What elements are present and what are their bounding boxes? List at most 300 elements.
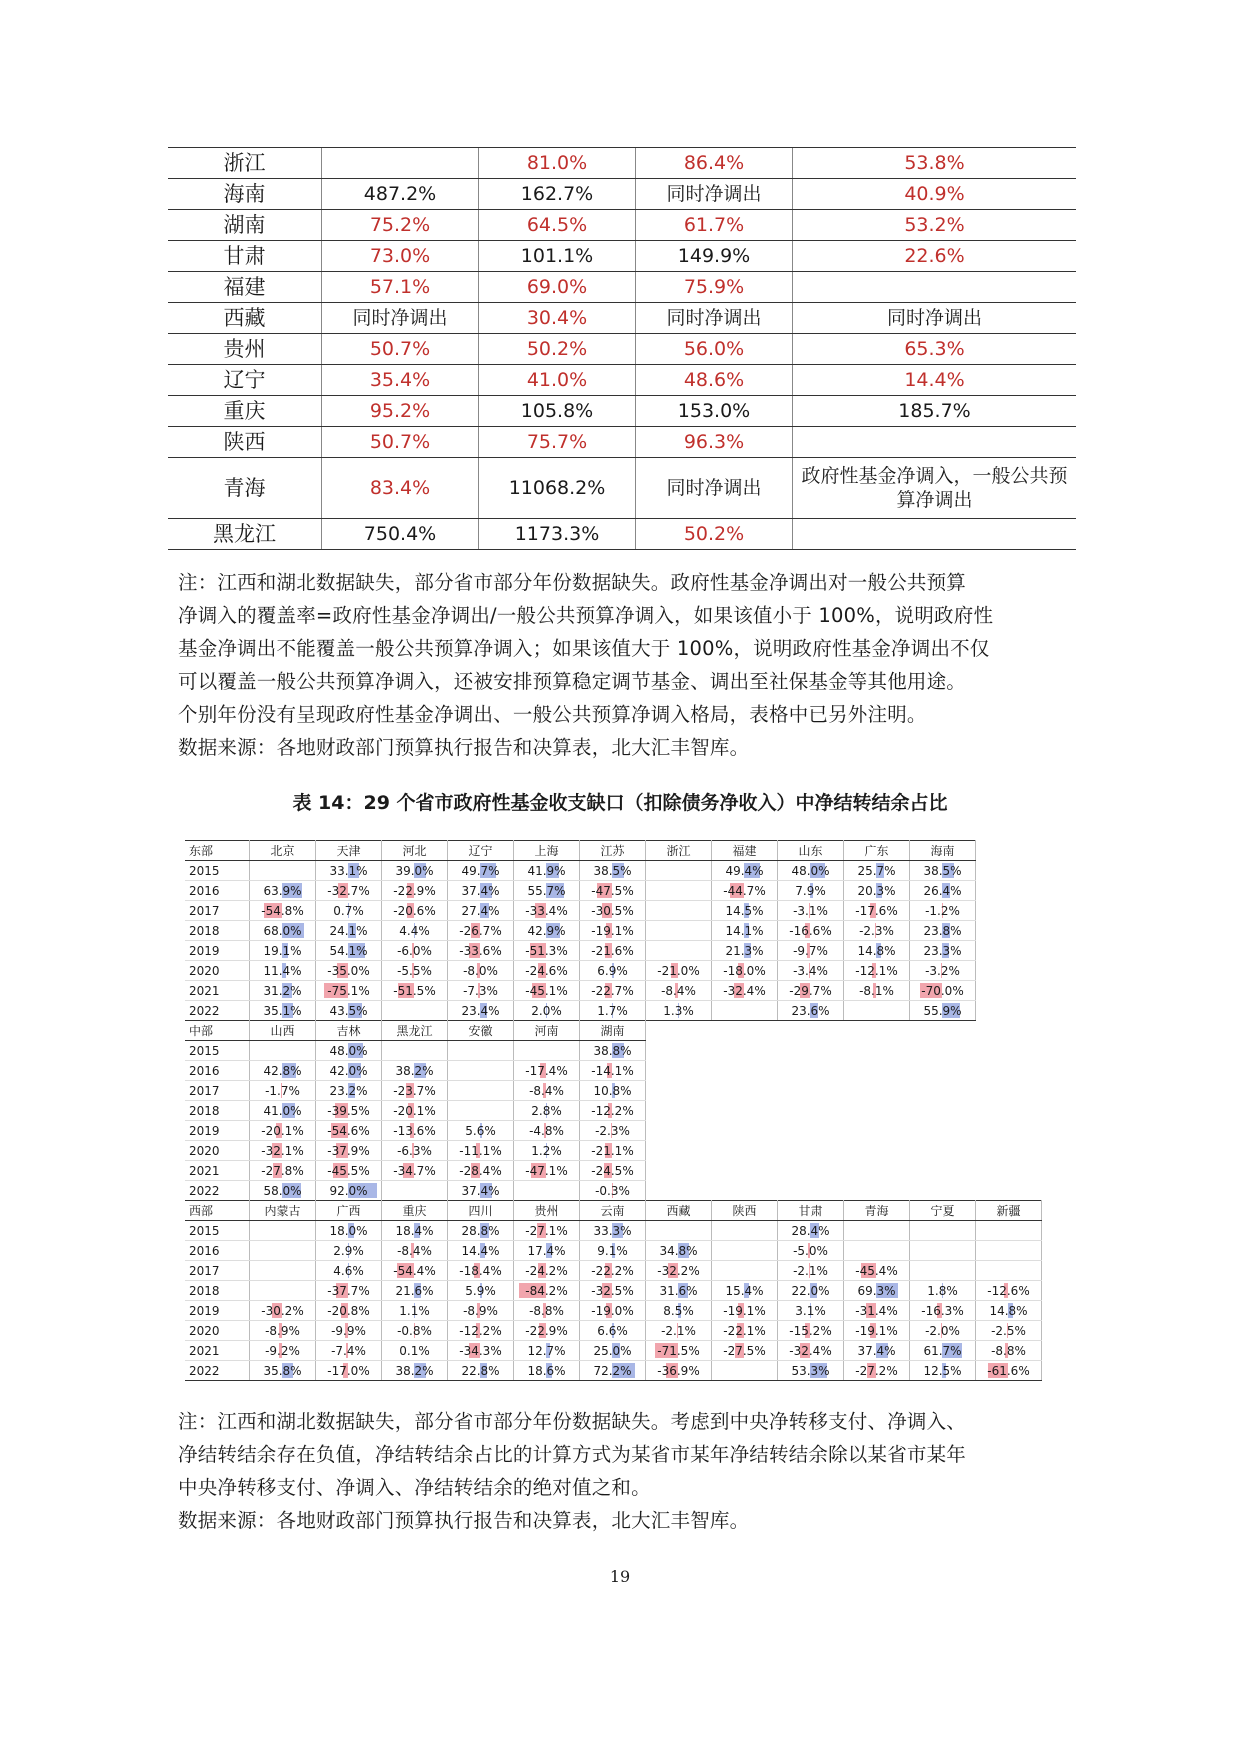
heat-cell bbox=[382, 921, 448, 941]
heat-cell bbox=[250, 1361, 316, 1381]
coverage-cell bbox=[793, 272, 1077, 303]
year-label: 2020 bbox=[185, 1141, 250, 1161]
heat-value: 37.4% bbox=[857, 1343, 896, 1358]
heat-value: 23.3% bbox=[923, 943, 962, 958]
heat-cell bbox=[712, 1341, 778, 1361]
heat-value: -45.4% bbox=[855, 1263, 898, 1278]
heat-value: -19.0% bbox=[591, 1303, 634, 1318]
heat-value: -12.2% bbox=[591, 1103, 634, 1118]
heat-value: -9.7% bbox=[793, 943, 828, 958]
coverage-cell: 75.9% bbox=[636, 272, 793, 303]
heat-value: 26.4% bbox=[923, 883, 962, 898]
heat-value: -33.4% bbox=[525, 903, 568, 918]
heat-value: 4.6% bbox=[333, 1263, 364, 1278]
heat-cell bbox=[712, 1261, 778, 1281]
note-line: 净结转结余存在负值，净结转结余占比的计算方式为某省市某年净结转结余除以某省市某年 bbox=[178, 1443, 967, 1466]
heat-cell bbox=[514, 901, 580, 921]
coverage-cell: 同时净调出 bbox=[636, 458, 793, 519]
heat-cell bbox=[316, 1161, 382, 1181]
heat-cell bbox=[514, 1041, 580, 1061]
heat-cell bbox=[250, 1161, 316, 1181]
heat-cell bbox=[778, 1321, 844, 1341]
coverage-cell: 86.4% bbox=[636, 148, 793, 179]
heat-value: -9.2% bbox=[265, 1343, 300, 1358]
year-label: 2019 bbox=[185, 941, 250, 961]
heat-cell bbox=[580, 901, 646, 921]
coverage-cell: 30.4% bbox=[479, 303, 636, 334]
region-label: 中部 bbox=[185, 1021, 250, 1041]
heat-value: 23.8% bbox=[923, 923, 962, 938]
heat-value: -3.2% bbox=[925, 963, 960, 978]
heat-value: -32.2% bbox=[657, 1263, 700, 1278]
heat-cell bbox=[250, 1141, 316, 1161]
note-line: 个别年份没有呈现政府性基金净调出、一般公共预算净调入格局，表格中已另外注明。 bbox=[178, 703, 927, 726]
heat-row bbox=[185, 1101, 646, 1121]
heat-row bbox=[185, 1281, 1042, 1301]
heat-value: -20.1% bbox=[261, 1123, 304, 1138]
heat-value: 41.0% bbox=[263, 1103, 302, 1118]
year-label: 2018 bbox=[185, 921, 250, 941]
heat-value: -11.1% bbox=[459, 1143, 502, 1158]
heat-value: 35.1% bbox=[263, 1003, 302, 1018]
heat-value: -8.4% bbox=[661, 983, 696, 998]
heat-cell bbox=[316, 1101, 382, 1121]
heat-cell bbox=[976, 1281, 1042, 1301]
heat-value: -4.8% bbox=[529, 1123, 564, 1138]
province-header: 浙江 bbox=[646, 841, 712, 861]
year-label: 2018 bbox=[185, 1101, 250, 1121]
heat-value: 48.0% bbox=[791, 863, 830, 878]
heat-cell bbox=[646, 1281, 712, 1301]
heat-row bbox=[185, 1181, 646, 1201]
year-label: 2021 bbox=[185, 1161, 250, 1181]
coverage-row bbox=[168, 519, 1076, 550]
heat-cell bbox=[448, 1081, 514, 1101]
province-header: 广西 bbox=[316, 1201, 382, 1221]
heat-cell bbox=[910, 1321, 976, 1341]
heat-cell bbox=[382, 1081, 448, 1101]
heat-value: 19.1% bbox=[263, 943, 302, 958]
heat-cell bbox=[382, 1041, 448, 1061]
heat-cell bbox=[580, 1101, 646, 1121]
province-header: 北京 bbox=[250, 841, 316, 861]
heat-cell bbox=[448, 1341, 514, 1361]
coverage-cell: 487.2% bbox=[322, 179, 479, 210]
heat-value: -8.9% bbox=[463, 1303, 498, 1318]
heat-table-east bbox=[185, 840, 976, 1021]
heat-cell bbox=[712, 981, 778, 1001]
heat-cell bbox=[316, 1221, 382, 1241]
heat-value: -84.2% bbox=[525, 1283, 568, 1298]
coverage-cell: 61.7% bbox=[636, 210, 793, 241]
heat-cell bbox=[580, 1081, 646, 1101]
province-header: 上海 bbox=[514, 841, 580, 861]
heat-cell bbox=[844, 921, 910, 941]
heat-value: -32.5% bbox=[591, 1283, 634, 1298]
coverage-cell bbox=[322, 148, 479, 179]
heat-cell bbox=[580, 1321, 646, 1341]
heat-cell bbox=[778, 1261, 844, 1281]
heat-value: 14.8% bbox=[989, 1303, 1028, 1318]
heat-value: -17.4% bbox=[525, 1063, 568, 1078]
heat-cell bbox=[250, 921, 316, 941]
heat-value: 22.8% bbox=[461, 1363, 500, 1378]
heat-cell bbox=[646, 941, 712, 961]
heat-cell bbox=[316, 1261, 382, 1281]
heat-value: -35.0% bbox=[327, 963, 370, 978]
coverage-row bbox=[168, 272, 1076, 303]
heat-cell bbox=[382, 881, 448, 901]
heat-row bbox=[185, 961, 976, 981]
province-header: 四川 bbox=[448, 1201, 514, 1221]
heat-cell bbox=[844, 861, 910, 881]
heat-row bbox=[185, 1141, 646, 1161]
heat-value: -2.1% bbox=[793, 1263, 828, 1278]
heat-cell bbox=[646, 1001, 712, 1021]
coverage-cell: 750.4% bbox=[322, 519, 479, 550]
region-label: 西部 bbox=[185, 1201, 250, 1221]
heat-table-central bbox=[185, 1020, 646, 1201]
coverage-cell: 56.0% bbox=[636, 334, 793, 365]
heat-value: 2.0% bbox=[531, 1003, 562, 1018]
heat-value: -8.4% bbox=[397, 1243, 432, 1258]
province-header: 福建 bbox=[712, 841, 778, 861]
heat-cell bbox=[646, 1261, 712, 1281]
province-label: 西藏 bbox=[168, 303, 322, 334]
heat-cell bbox=[778, 941, 844, 961]
heat-value: 49.7% bbox=[461, 863, 500, 878]
heat-cell bbox=[976, 1241, 1042, 1261]
heat-value: 41.9% bbox=[527, 863, 566, 878]
province-header: 云南 bbox=[580, 1201, 646, 1221]
coverage-cell: 53.2% bbox=[793, 210, 1077, 241]
heat-value: 42.9% bbox=[527, 923, 566, 938]
heat-value: -20.8% bbox=[327, 1303, 370, 1318]
heat-row bbox=[185, 1361, 1042, 1381]
province-header: 天津 bbox=[316, 841, 382, 861]
heat-value: -54.8% bbox=[261, 903, 304, 918]
heat-cell bbox=[910, 1261, 976, 1281]
coverage-cell: 153.0% bbox=[636, 396, 793, 427]
heat-cell bbox=[778, 1001, 844, 1021]
heat-cell bbox=[316, 981, 382, 1001]
heat-value: 18.0% bbox=[329, 1223, 368, 1238]
coverage-cell: 同时净调出 bbox=[636, 303, 793, 334]
coverage-cell: 57.1% bbox=[322, 272, 479, 303]
coverage-row bbox=[168, 334, 1076, 365]
heat-value: -18.0% bbox=[723, 963, 766, 978]
heat-value: 38.5% bbox=[593, 863, 632, 878]
coverage-cell: 政府性基金净调入，一般公共预算净调出 bbox=[793, 458, 1077, 519]
heat-value: 43.5% bbox=[329, 1003, 368, 1018]
heat-cell bbox=[316, 861, 382, 881]
heat-value: -16.3% bbox=[921, 1303, 964, 1318]
province-label: 辽宁 bbox=[168, 365, 322, 396]
heat-cell bbox=[646, 1341, 712, 1361]
province-header: 吉林 bbox=[316, 1021, 382, 1041]
heat-value: 31.6% bbox=[659, 1283, 698, 1298]
province-header: 江苏 bbox=[580, 841, 646, 861]
province-header: 安徽 bbox=[448, 1021, 514, 1041]
heat-value: -19.1% bbox=[591, 923, 634, 938]
heat-cell bbox=[382, 1161, 448, 1181]
heat-value: -37.9% bbox=[327, 1143, 370, 1158]
heat-cell bbox=[448, 1041, 514, 1061]
heat-cell bbox=[910, 881, 976, 901]
province-header: 内蒙古 bbox=[250, 1201, 316, 1221]
heat-cell bbox=[448, 1261, 514, 1281]
note-line: 注：江西和湖北数据缺失，部分省市部分年份数据缺失。政府性基金净调出对一般公共预算 bbox=[178, 571, 967, 594]
heat-cell bbox=[514, 1281, 580, 1301]
coverage-cell: 81.0% bbox=[479, 148, 636, 179]
heat-value: -34.7% bbox=[393, 1163, 436, 1178]
heat-value: -2.3% bbox=[859, 923, 894, 938]
region-label: 东部 bbox=[185, 841, 250, 861]
heat-cell bbox=[514, 1081, 580, 1101]
province-header: 重庆 bbox=[382, 1201, 448, 1221]
heat-value: 35.8% bbox=[263, 1363, 302, 1378]
heat-value: 6.6% bbox=[597, 1323, 628, 1338]
province-label: 贵州 bbox=[168, 334, 322, 365]
heat-value: 1.3% bbox=[663, 1003, 694, 1018]
note-1 bbox=[178, 566, 1068, 764]
heat-value: 92.0% bbox=[329, 1183, 368, 1198]
heat-cell bbox=[712, 1221, 778, 1241]
heat-cell bbox=[910, 1341, 976, 1361]
heat-cell bbox=[250, 961, 316, 981]
heat-value: 21.6% bbox=[395, 1283, 434, 1298]
province-label: 浙江 bbox=[168, 148, 322, 179]
heat-value: 63.9% bbox=[263, 883, 302, 898]
heat-cell bbox=[646, 861, 712, 881]
province-header: 辽宁 bbox=[448, 841, 514, 861]
heat-value: -5.0% bbox=[793, 1243, 828, 1258]
heat-value: -6.3% bbox=[397, 1143, 432, 1158]
heat-cell bbox=[448, 981, 514, 1001]
heat-cell bbox=[580, 1261, 646, 1281]
heat-cell bbox=[646, 961, 712, 981]
heat-cell bbox=[580, 1301, 646, 1321]
year-label: 2016 bbox=[185, 1061, 250, 1081]
heat-cell bbox=[514, 1301, 580, 1321]
coverage-cell: 185.7% bbox=[793, 396, 1077, 427]
heat-cell bbox=[910, 901, 976, 921]
province-header: 陕西 bbox=[712, 1201, 778, 1221]
heat-cell bbox=[316, 1341, 382, 1361]
heat-cell bbox=[250, 1281, 316, 1301]
heat-cell bbox=[448, 1101, 514, 1121]
heat-value: 61.7% bbox=[923, 1343, 962, 1358]
heat-cell bbox=[514, 1061, 580, 1081]
heat-value: -1.7% bbox=[265, 1083, 300, 1098]
heat-cell bbox=[580, 1061, 646, 1081]
heat-cell bbox=[514, 1221, 580, 1241]
heat-value: 8.5% bbox=[663, 1303, 694, 1318]
coverage-row bbox=[168, 396, 1076, 427]
heat-cell bbox=[514, 1261, 580, 1281]
heat-cell bbox=[514, 921, 580, 941]
coverage-cell: 50.2% bbox=[479, 334, 636, 365]
heat-value: -9.9% bbox=[331, 1323, 366, 1338]
heat-row bbox=[185, 981, 976, 1001]
heat-cell bbox=[250, 1221, 316, 1241]
coverage-cell: 96.3% bbox=[636, 427, 793, 458]
heat-cell bbox=[316, 1361, 382, 1381]
heat-value: 55.7% bbox=[527, 883, 566, 898]
heat-value: -54.4% bbox=[393, 1263, 436, 1278]
heat-value: -27.8% bbox=[261, 1163, 304, 1178]
heat-value: -32.7% bbox=[327, 883, 370, 898]
heat-cell bbox=[250, 1341, 316, 1361]
heat-cell bbox=[448, 1361, 514, 1381]
province-header: 宁夏 bbox=[910, 1201, 976, 1221]
year-label: 2016 bbox=[185, 881, 250, 901]
heat-cell bbox=[514, 1001, 580, 1021]
heat-cell bbox=[514, 1361, 580, 1381]
heat-cell bbox=[976, 1341, 1042, 1361]
coverage-cell: 41.0% bbox=[479, 365, 636, 396]
province-header: 新疆 bbox=[976, 1201, 1042, 1221]
heat-cell bbox=[910, 1241, 976, 1261]
heat-value: -7.3% bbox=[463, 983, 498, 998]
heat-value: -23.7% bbox=[393, 1083, 436, 1098]
province-label: 福建 bbox=[168, 272, 322, 303]
heat-value: -24.6% bbox=[525, 963, 568, 978]
note-line: 中央净转移支付、净调入、净结转结余的绝对值之和。 bbox=[178, 1476, 651, 1499]
heat-cell bbox=[712, 1281, 778, 1301]
heat-value: -22.9% bbox=[393, 883, 436, 898]
heat-value: 6.9% bbox=[597, 963, 628, 978]
year-label: 2015 bbox=[185, 861, 250, 881]
heat-cell bbox=[250, 1061, 316, 1081]
heat-cell bbox=[712, 1301, 778, 1321]
heat-value: 49.4% bbox=[725, 863, 764, 878]
note-line: 净调入的覆盖率=政府性基金净调出/一般公共预算净调入，如果该值小于 100%，说明政府性 bbox=[178, 604, 994, 627]
heat-value: -37.7% bbox=[327, 1283, 370, 1298]
heat-value: -2.0% bbox=[925, 1323, 960, 1338]
heat-cell bbox=[514, 1181, 580, 1201]
heat-row bbox=[185, 1061, 646, 1081]
coverage-cell bbox=[793, 427, 1077, 458]
heat-cell bbox=[844, 881, 910, 901]
heat-row bbox=[185, 901, 976, 921]
heat-cell bbox=[382, 1361, 448, 1381]
coverage-row bbox=[168, 210, 1076, 241]
year-label: 2018 bbox=[185, 1281, 250, 1301]
heat-header-row bbox=[185, 841, 976, 861]
heat-value: 14.8% bbox=[857, 943, 896, 958]
heat-row bbox=[185, 1241, 1042, 1261]
heat-cell bbox=[250, 941, 316, 961]
heat-cell bbox=[382, 1341, 448, 1361]
year-label: 2020 bbox=[185, 1321, 250, 1341]
note-line: 数据来源：各地财政部门预算执行报告和决算表，北大汇丰智库。 bbox=[178, 1509, 750, 1532]
heat-cell bbox=[778, 901, 844, 921]
heat-cell bbox=[448, 1301, 514, 1321]
heat-value: -18.4% bbox=[459, 1263, 502, 1278]
heat-value: -71.5% bbox=[657, 1343, 700, 1358]
heat-table-west bbox=[185, 1200, 1042, 1381]
heat-value: 38.2% bbox=[395, 1363, 434, 1378]
heat-cell bbox=[382, 1281, 448, 1301]
heat-cell bbox=[778, 1341, 844, 1361]
heat-value: 42.0% bbox=[329, 1063, 368, 1078]
heat-value: -8.1% bbox=[859, 983, 894, 998]
heat-cell bbox=[382, 1261, 448, 1281]
heat-value: 68.0% bbox=[263, 923, 302, 938]
coverage-cell: 101.1% bbox=[479, 241, 636, 272]
heat-cell bbox=[250, 981, 316, 1001]
heat-cell bbox=[580, 1001, 646, 1021]
heat-row bbox=[185, 881, 976, 901]
coverage-cell: 162.7% bbox=[479, 179, 636, 210]
heat-row bbox=[185, 1321, 1042, 1341]
province-header: 西藏 bbox=[646, 1201, 712, 1221]
year-label: 2019 bbox=[185, 1121, 250, 1141]
heat-cell bbox=[316, 941, 382, 961]
heat-value: -33.6% bbox=[459, 943, 502, 958]
heat-cell bbox=[514, 1241, 580, 1261]
coverage-cell: 73.0% bbox=[322, 241, 479, 272]
heat-value: 22.0% bbox=[791, 1283, 830, 1298]
coverage-cell: 1173.3% bbox=[479, 519, 636, 550]
year-label: 2020 bbox=[185, 961, 250, 981]
heat-value: -17.6% bbox=[855, 903, 898, 918]
page-number: 19 bbox=[609, 1567, 631, 1586]
heat-value: -2.1% bbox=[661, 1323, 696, 1338]
heat-cell bbox=[844, 1001, 910, 1021]
heat-value: -5.5% bbox=[397, 963, 432, 978]
heat-cell bbox=[448, 1061, 514, 1081]
heat-cell bbox=[448, 1221, 514, 1241]
heat-cell bbox=[448, 941, 514, 961]
heat-cell bbox=[580, 941, 646, 961]
heat-value: 0.7% bbox=[333, 903, 364, 918]
heat-row bbox=[185, 861, 976, 881]
heat-cell bbox=[844, 1221, 910, 1241]
heat-value: 11.4% bbox=[263, 963, 302, 978]
coverage-row bbox=[168, 241, 1076, 272]
province-header: 甘肃 bbox=[778, 1201, 844, 1221]
heat-value: -29.7% bbox=[789, 983, 832, 998]
heat-cell bbox=[910, 861, 976, 881]
heat-value: -47.5% bbox=[591, 883, 634, 898]
heat-cell bbox=[316, 961, 382, 981]
coverage-row bbox=[168, 427, 1076, 458]
heat-value: -22.7% bbox=[591, 983, 634, 998]
heat-value: 1.8% bbox=[927, 1283, 958, 1298]
year-label: 2022 bbox=[185, 1181, 250, 1201]
coverage-cell: 40.9% bbox=[793, 179, 1077, 210]
heat-cell bbox=[382, 1001, 448, 1021]
heat-cell bbox=[382, 1301, 448, 1321]
heat-cell bbox=[316, 881, 382, 901]
heat-value: 48.0% bbox=[329, 1043, 368, 1058]
heat-cell bbox=[712, 861, 778, 881]
heat-cell bbox=[844, 1281, 910, 1301]
heat-value: -39.5% bbox=[327, 1103, 370, 1118]
heat-value: 31.2% bbox=[263, 983, 302, 998]
heat-cell bbox=[580, 961, 646, 981]
heat-value: -8.9% bbox=[265, 1323, 300, 1338]
heat-cell bbox=[316, 1121, 382, 1141]
heat-value: 25.0% bbox=[593, 1343, 632, 1358]
heat-cell bbox=[448, 1281, 514, 1301]
heat-row bbox=[185, 941, 976, 961]
heat-value: -26.7% bbox=[459, 923, 502, 938]
heat-cell bbox=[712, 901, 778, 921]
heat-row bbox=[185, 1301, 1042, 1321]
